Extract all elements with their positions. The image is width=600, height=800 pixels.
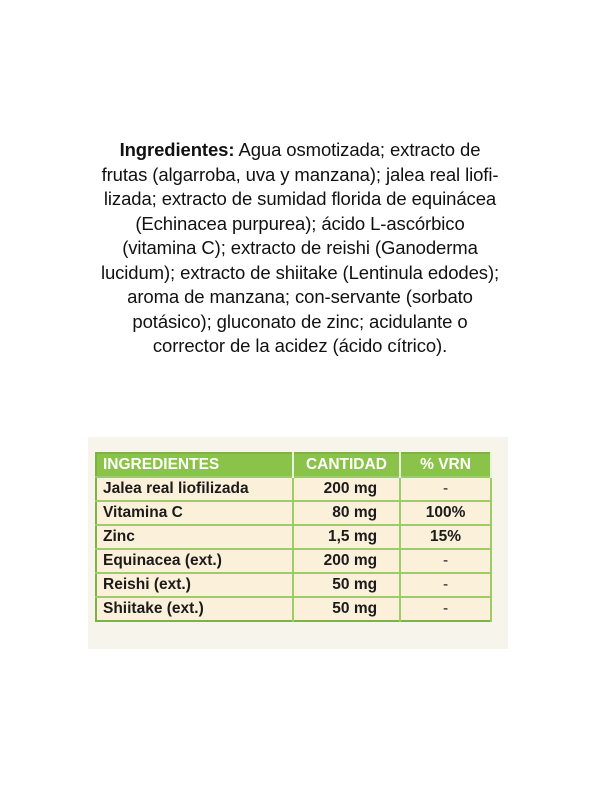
vrn-cell: 100% — [400, 501, 491, 525]
ingredient-cell: Shiitake (ext.) — [96, 597, 293, 621]
table-row — [96, 549, 491, 573]
table-row — [96, 597, 491, 621]
ingredients-paragraph — [98, 138, 502, 359]
header-ingredients: INGREDIENTES — [96, 453, 293, 477]
header-vrn: % VRN — [400, 453, 491, 477]
vrn-cell: - — [400, 597, 491, 621]
ingredient-cell: Zinc — [96, 525, 293, 549]
quantity-cell: 50 mg — [293, 573, 400, 597]
vrn-cell: - — [400, 477, 491, 501]
table-row — [96, 525, 491, 549]
ingredient-cell: Jalea real liofilizada — [96, 477, 293, 501]
vrn-cell: - — [400, 549, 491, 573]
nutrition-table-panel — [88, 437, 508, 649]
ingredients-body: Agua osmotizada; extracto de frutas (algarroba, uva y manzana); jalea real liofi-lizada; extracto de sumidad florida de equinácea (Echinacea purpurea); ácido L-ascórbico (vitamina C); extracto de reishi (Ganoderma lucidum); extracto de shiitake (Lentinula edodes); aroma de manzana; con-servante (sorbato potásico); gluconato de zinc; acidulante o corrector de la acidez (ácido cítrico). — [100, 139, 500, 356]
vrn-cell: - — [400, 573, 491, 597]
ingredients-label: Ingredientes: — [119, 139, 235, 160]
table-row — [96, 573, 491, 597]
ingredient-cell: Equinacea (ext.) — [96, 549, 293, 573]
table-header-row — [96, 453, 491, 477]
header-quantity: CANTIDAD — [293, 453, 400, 477]
quantity-cell: 80 mg — [293, 501, 400, 525]
ingredient-cell: Vitamina C — [96, 501, 293, 525]
quantity-cell: 50 mg — [293, 597, 400, 621]
nutrition-table — [95, 452, 492, 622]
ingredient-cell: Reishi (ext.) — [96, 573, 293, 597]
table-row — [96, 501, 491, 525]
quantity-cell: 200 mg — [293, 549, 400, 573]
vrn-cell: 15% — [400, 525, 491, 549]
table-row — [96, 477, 491, 501]
quantity-cell: 1,5 mg — [293, 525, 400, 549]
quantity-cell: 200 mg — [293, 477, 400, 501]
